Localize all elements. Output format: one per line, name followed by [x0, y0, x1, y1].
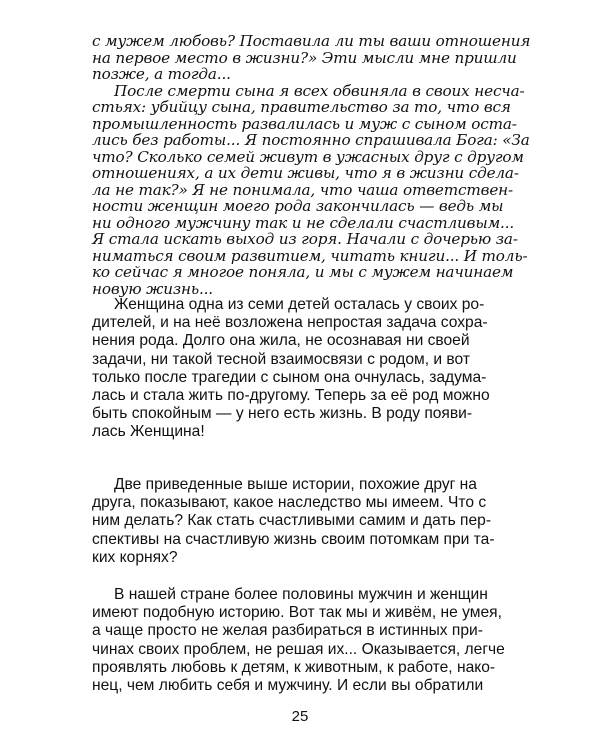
text-line: что? Сколько семей живут в ужасных друг с другом	[92, 147, 524, 166]
text-line: ко сейчас я многое поняла, и мы с мужем начинаем	[92, 263, 514, 281]
text-line: В нашей стране более половины мужчин и женщин	[114, 586, 488, 603]
text-line: ни одного мужчину так и не сделали счастливым...	[92, 213, 515, 232]
text-line: нения рода. Долго она жила, не осознавая ни своей	[92, 332, 470, 350]
text-line: ним делать? Как стать счастливыми самим и дать пер-	[92, 512, 492, 530]
text-line: новую жизнь...	[92, 279, 213, 298]
text-line: быть спокойным — у него есть жизнь. В роду появи-	[92, 405, 473, 423]
text-line: спективы на счастливую жизнь своим потомкам при та-	[92, 530, 495, 548]
text-line: только после трагедии с сыном она очнулась, задума-	[92, 368, 487, 386]
text-line: Женщина одна из семи детей осталась у своих ро-	[114, 296, 485, 313]
text-line: позже, а тогда...	[92, 65, 231, 83]
text-line: ности женщин моего рода закончилась — ведь мы	[92, 197, 504, 215]
text-line: ниматься своим развитием, читать книги... И толь-	[92, 246, 528, 265]
text-line: промышленность развалилась и муж с сыном оста-	[92, 114, 517, 133]
text-line: Я стала искать выход из горя. Начали с дочерью за-	[92, 230, 518, 248]
text-line: проявлять любовь к детям, к животным, к работе, нако-	[92, 658, 496, 676]
paragraph-1	[92, 296, 490, 442]
paragraph-2	[92, 476, 495, 567]
text-line: После смерти сына я всех обвиняла в своих несча-	[114, 81, 525, 100]
text-line: лись без работы... Я постоянно спрашивала Бога: «За	[92, 131, 530, 149]
paragraph-3	[92, 586, 505, 695]
text-line: друга, показывают, какое наследство мы имеем. Что с	[92, 494, 487, 512]
text-line: задачи, ни такой тесной взаимосвязи с родом, и вот	[92, 350, 471, 368]
text-line: чинах своих проблем, не решая их... Оказывается, легче	[92, 640, 505, 658]
text-line: лась и стала жить по-другому. Теперь за её род можно	[92, 386, 490, 404]
text-line: а чаще просто не желая разбираться в истинных при-	[92, 622, 483, 640]
text-line: лась Женщина!	[92, 423, 205, 441]
text-line: с мужем любовь? Поставила ли ты ваши отношения	[92, 32, 531, 50]
italic-testimony-block	[92, 32, 531, 298]
page-number: 25	[291, 708, 309, 725]
text-line: нец, чем любить себя и мужчину. И если вы обратили	[92, 676, 484, 694]
text-line: стьях: убийцу сына, правительство за то, что вся	[92, 98, 511, 116]
text-line: отношениях, а их дети живы, что я в жизни сдела-	[92, 164, 519, 182]
text-line: Две приведенные выше истории, похожие друг на	[114, 476, 477, 493]
text-line: имеют подобную историю. Вот так мы и живём, не умея,	[92, 604, 502, 622]
text-line: ких корнях?	[92, 548, 178, 566]
text-line: ла не так?» Я не понимала, что чаша ответствен-	[92, 180, 513, 199]
text-line: дителей, и на неё возложена непростая задача сохра-	[92, 314, 488, 332]
text-line: на первое место в жизни?» Эти мысли мне пришли	[92, 48, 517, 67]
